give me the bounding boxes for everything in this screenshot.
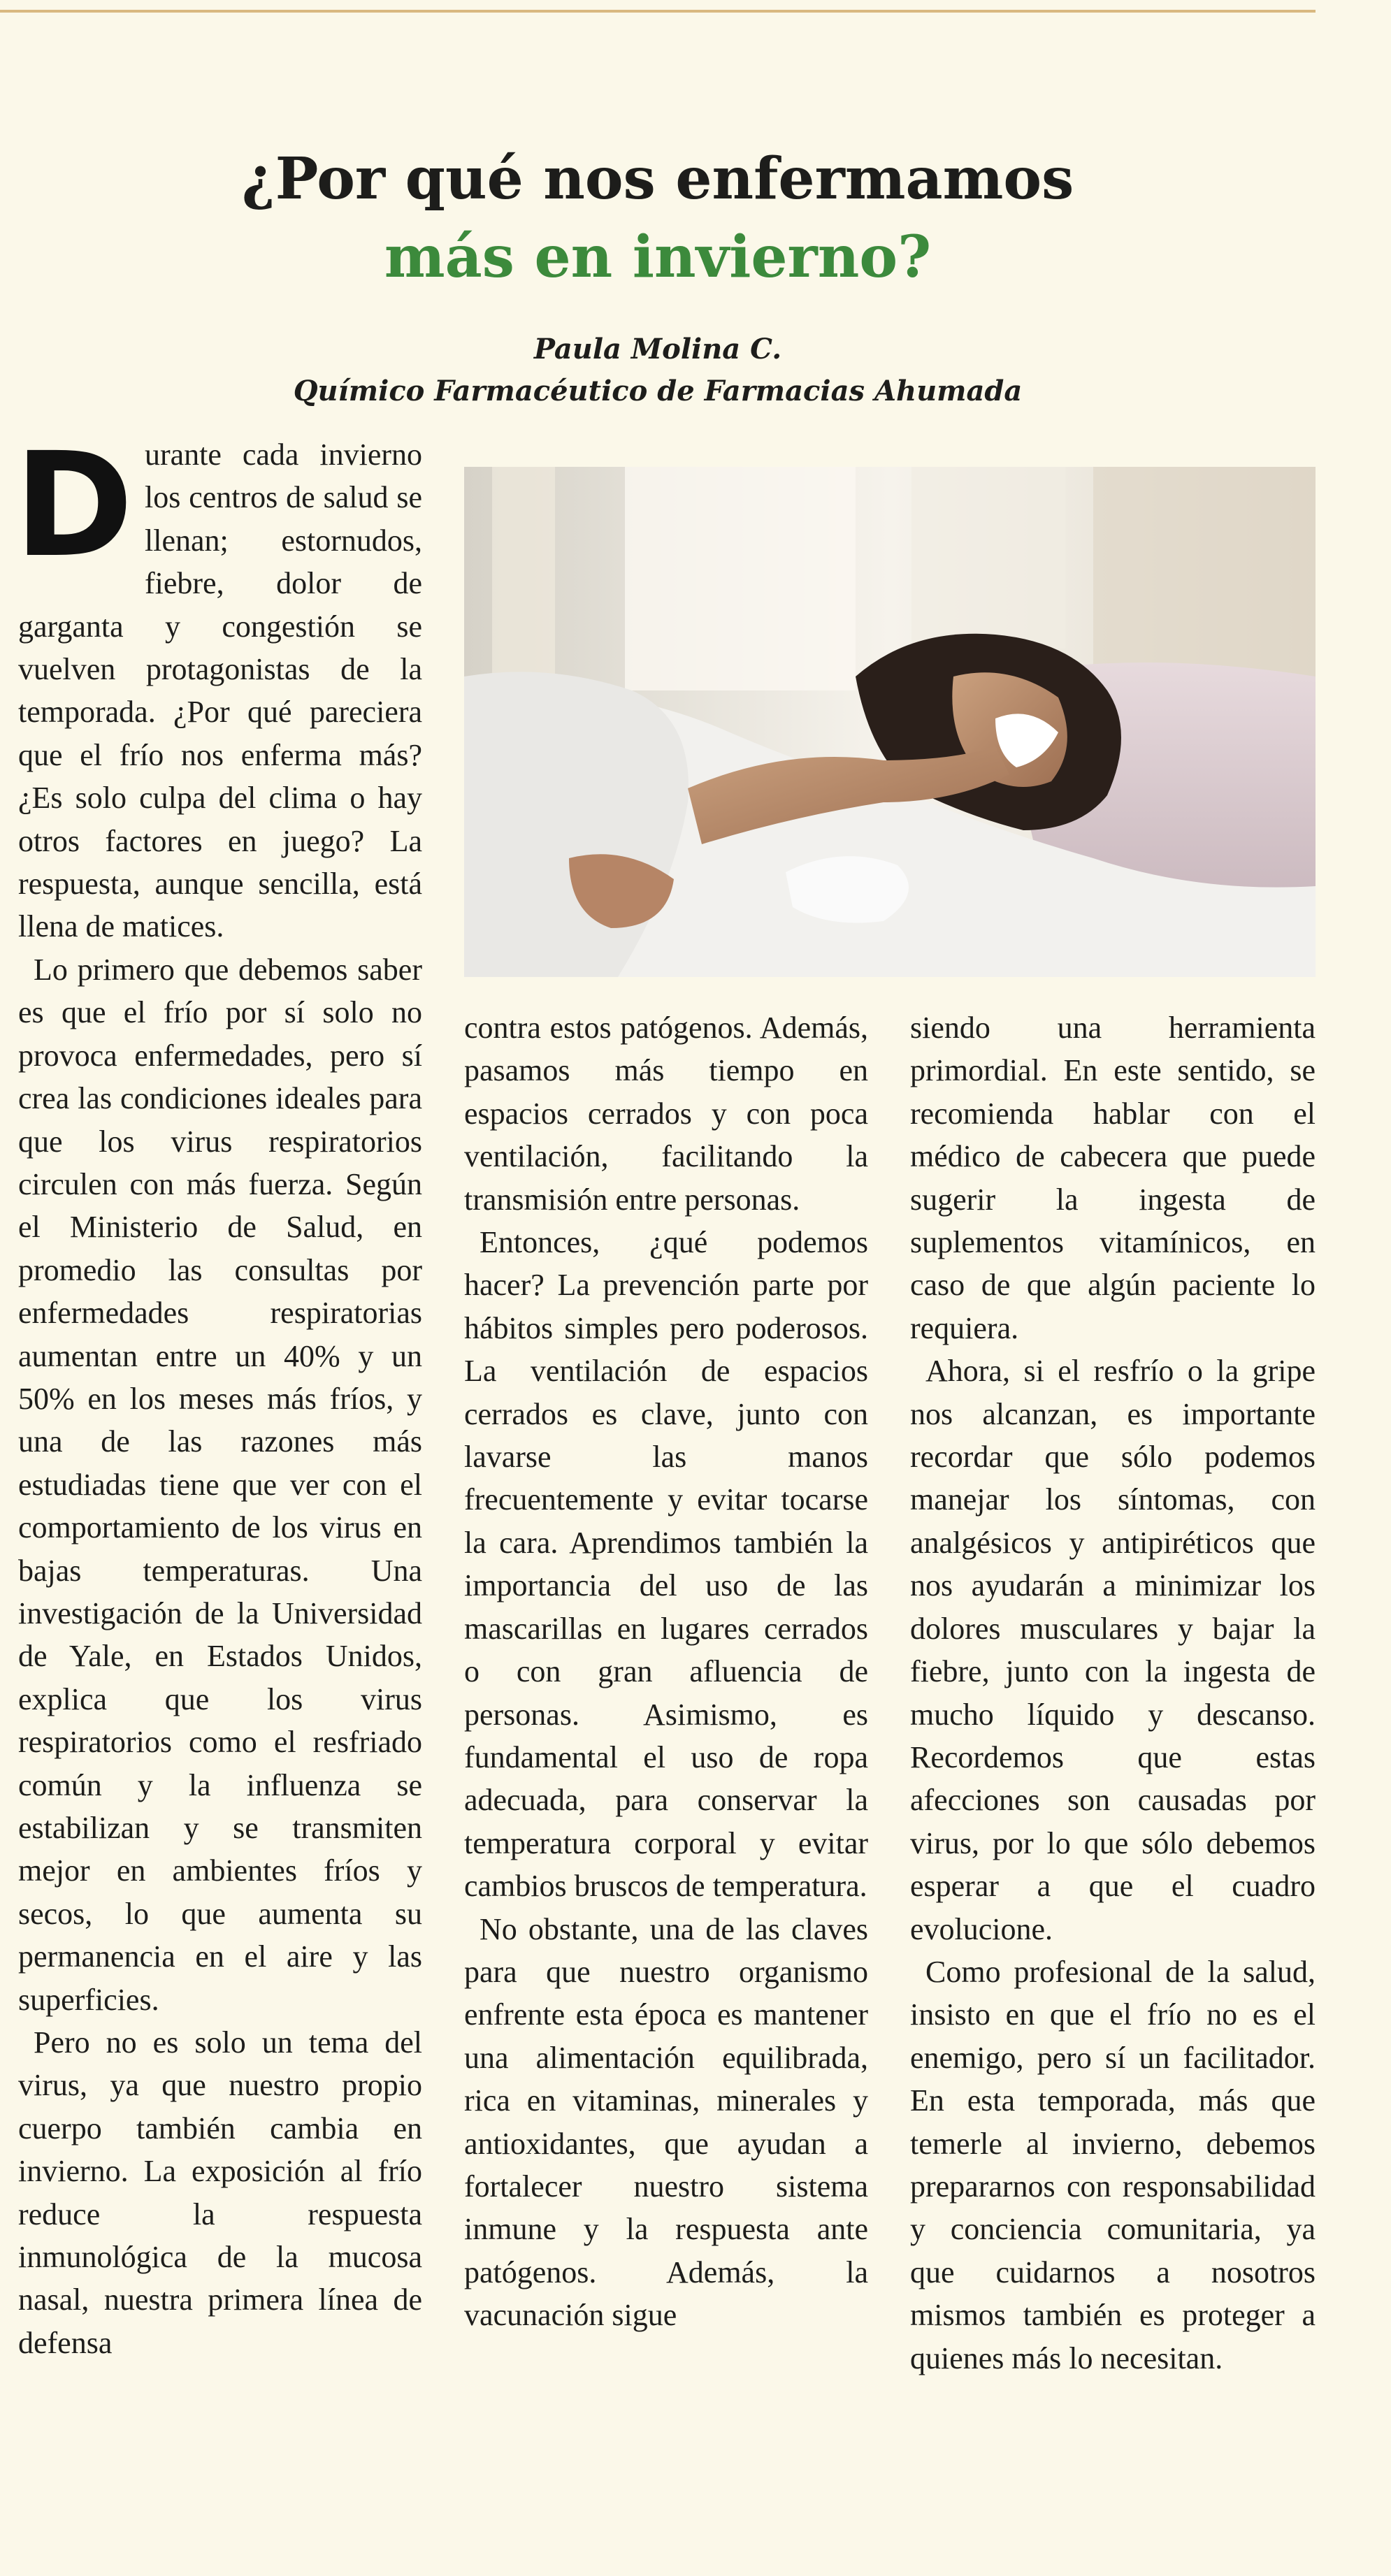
drop-cap: D <box>14 421 134 589</box>
author-role: Químico Farmacéutico de Farmacias Ahumada <box>293 375 1023 407</box>
article-photo <box>464 467 1316 977</box>
top-rule <box>0 10 1316 13</box>
author-name: Paula Molina C. <box>533 333 782 366</box>
paragraph: Pero no es solo un tema del virus, ya que nuestro propio cuerpo también cambia en invierno. La exposición al frío reduce la respuesta inmunológica de la mucosa nasal, nuestra primera línea de defensa <box>18 2025 422 2360</box>
article-column-2 <box>464 1006 868 2337</box>
paragraph: Entonces, ¿qué podemos hacer? La prevención parte por hábitos simples pero poderosos. La ventilación de espacios cerrados es clave, junto con lavarse las manos frecuentemente y evitar tocarse la cara. Aprendimos también la importancia del uso de las mascarillas en lugares cerrados o con gran afluencia de personas. Asimismo, es fundamental el uso de ropa adecuada, para conservar la temperatura corporal y evitar cambios bruscos de temperatura. <box>464 1225 868 1904</box>
paragraph: Ahora, si el resfrío o la gripe nos alcanzan, es importante recordar que sólo podemos manejar los síntomas, con analgésicos y antipiréticos que nos ayudarán a minimizar los dolores musculares y bajar la fiebre, junto con la ingesta de mucho líquido y descanso. Recordemos que estas afecciones son causadas por virus, por lo que sólo debemos esperar a que el cuadro evolucione. <box>910 1354 1316 1946</box>
paragraph-text: urante cada invierno los centros de salud se llenan; estornudos, fiebre, dolor de garganta y congestión se vuelven protagonistas de la temporada. ¿Por qué pareciera que el frío nos enferma más? ¿Es solo culpa del clima o hay otros factores en juego? La respuesta, aunque sencilla, está llena de matices. <box>18 437 422 944</box>
article-title <box>0 140 1316 296</box>
paragraph: contra estos patógenos. Además, pasamos más tiempo en espacios cerrados y con poca ventilación, facilitando la transmisión entre personas. <box>464 1011 868 1217</box>
paragraph: No obstante, una de las claves para que nuestro organismo enfrente esta época es mantener una alimentación equilibrada, rica en vitaminas, minerales y antioxidantes, que ayudan a fortalecer nuestro sistema inmune y la respuesta ante patógenos. Además, la vacunación sigue <box>464 1911 868 2333</box>
article-column-3 <box>910 1006 1316 2380</box>
paragraph <box>14 421 422 948</box>
title-line-1: ¿Por qué nos enfermamos <box>241 145 1074 212</box>
byline <box>0 328 1316 412</box>
paragraph: Como profesional de la salud, insisto en que el frío no es el enemigo, pero sí un facilitador. En esta temporada, más que temerle al invierno, debemos prepararnos con responsabilidad y conciencia comunitaria, ya que cuidarnos a nosotros mismos también es proteger a quienes más lo necesitan. <box>910 1954 1316 2375</box>
title-line-2: más en invierno? <box>384 224 932 291</box>
paragraph: Lo primero que debemos saber es que el frío por sí solo no provoca enfermedades, pero sí crea las condiciones ideales para que los virus respiratorios circulen con más fuerza. Según el Ministerio de Salud, en promedio las consultas por enfermedades respiratorias aumentan entre un 40% y un 50% en los meses más fríos, y una de las razones más estudiadas tiene que ver con el comportamiento de los virus en bajas temperaturas. Una investigación de la Universidad de Yale, en Estados Unidos, explica que los virus respiratorios como el resfriado común y la influenza se estabilizan y se transmiten mejor en ambientes fríos y secos, lo que aumenta su permanencia en el aire y las superficies. <box>18 952 422 2017</box>
article-column-1 <box>14 421 422 2364</box>
paragraph: siendo una herramienta primordial. En este sentido, se recomienda hablar con el médico de cabecera que puede sugerir la ingesta de suplementos vitamínicos, en caso de que algún paciente lo requiera. <box>910 1011 1316 1345</box>
sick-woman-in-bed-image <box>464 467 1316 977</box>
